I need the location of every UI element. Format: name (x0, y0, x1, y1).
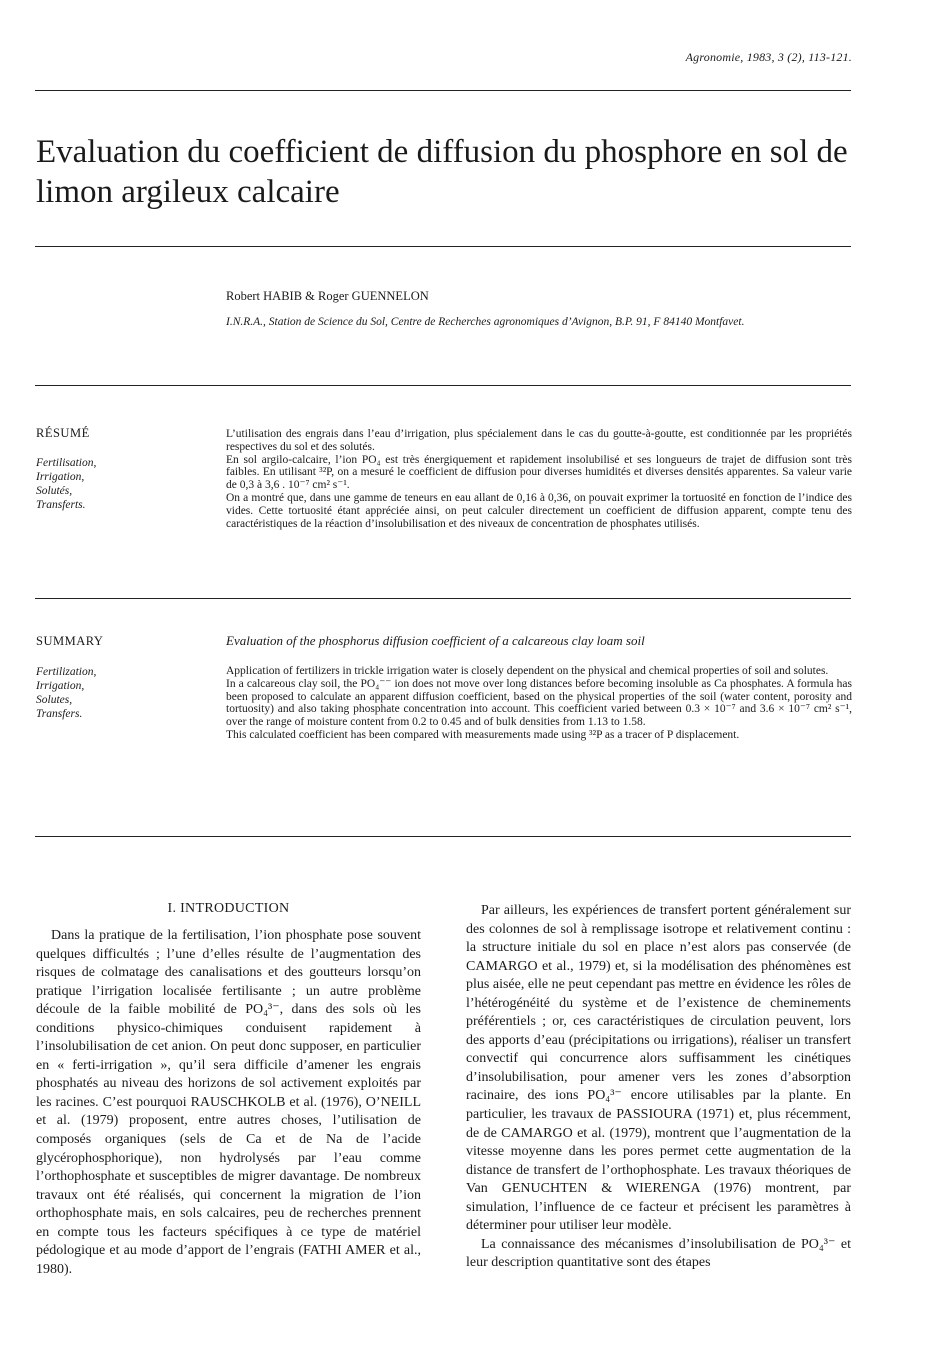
keyword: Fertilisation, (36, 457, 97, 469)
summary-paragraph: This calculated coefficient has been compared with measurements made using ³²P as a tracer of P displacement. (226, 728, 740, 741)
summary-keywords (36, 665, 186, 721)
keyword: Irrigation, (36, 471, 85, 483)
summary-paragraph: In a calcareous clay soil, the PO₄⁻⁻ ion does not move over long distances before becoming insoluble as Ca phosphates. A formula has been proposed to calculate an apparent diffusion coefficient, based on the physical properties of the soil (water content, porosity and tortuosity) and also taking phosphate concentration into account. This coefficient varied between 0.3 × 10⁻⁷ and 3.6 × 10⁻⁷ cm² s⁻¹, over the range of moisture content from 0.2 to 0.45 and of bulk densities from 1.13 to 1.58. (226, 677, 852, 729)
summary-title: Evaluation of the phosphorus diffusion coefficient of a calcareous clay loam soil (226, 633, 645, 648)
article-title: Evaluation du coefficient de diffusion du phosphore en sol de limon argileux calcaire (36, 134, 848, 210)
keyword: Transferts. (36, 499, 86, 511)
summary-heading: SUMMARY (36, 634, 104, 648)
body-paragraph: Par ailleurs, les expériences de transfert portent généralement sur des colonnes de sol à remplissage isotrope et relativement continu : la structure initiale du sol en place n’est alors pas conservée (de CAMARGO et al., 1979) et, si la modélisation des phénomènes est plus aisée, elle ne peut cependant pas mettre en évidence les rôles de l’hétérogénéité du système et de l’existence de cheminements préférentiels ; or, ces caractéristiques de circulation peuvent, lors des apports d’eau (précipitations ou irrigations), réaliser un transfert convectif qui concurrence alors suffisamment les cinétiques d’insolubilisation, pour amener vers les zones d’absorption racinaire, des ions PO₄³⁻ encore utilisables par la plante. En particulier, les travaux de PASSIOURA (1971) et, plus récemment, de de CAMARGO et al. (1979), montrent que l’augmentation de la vitesse moyenne dans les pores permet cette augmentation de la distance de transfert de l’orthophosphate. Les travaux théoriques de Van GENUCHTEN & WIERENGA (1976) montrent, par simulation, l’influence de ce facteur et précisent les paramètres à déterminer pour utiliser leur modèle. (466, 903, 851, 1234)
body-column-left (36, 900, 421, 1279)
affiliation-rule (35, 385, 851, 386)
affiliation: I.N.R.A., Station de Science du Sol, Centre de Recherches agronomiques d’Avignon, B.P. 91, F 84140 Montfavet. (226, 316, 745, 328)
title-rule (35, 246, 851, 247)
resume-body (226, 428, 852, 530)
header-rule (35, 90, 851, 91)
resume-rule (35, 598, 851, 599)
summary-body (226, 665, 852, 742)
resume-heading: RÉSUMÉ (36, 426, 90, 440)
body-column-right (466, 902, 851, 1273)
resume-paragraph: L’utilisation des engrais dans l’eau d’irrigation, plus spécialement dans le cas du goutte-à-goutte, est conditionnée par les propriétés respectives du sol et des solutés. (226, 428, 852, 453)
resume-paragraph: En sol argilo-calcaire, l’ion PO₄ est très énergiquement et rapidement insolubilisé et ses longueurs de trajet de diffusion sont très faibles. En utilisant ³²P, on a mesuré le coefficient de diffusion pour diverses humidités et diverses densités apparentes. Sa valeur varie de 0,3 à 3,6 . 10⁻⁷ cm² s⁻¹. (226, 453, 852, 492)
summary-paragraph: Application of fertilizers in trickle irrigation water is closely dependent on the physical and chemical properties of soil and solutes. (226, 665, 829, 677)
resume-paragraph: On a montré que, dans une gamme de teneurs en eau allant de 0,16 à 0,36, on pouvait exprimer la tortuosité en fonction de l’indice des vides. Cette tortuosité étant appréciée ainsi, on peut calculer directement un coefficient de diffusion apparent, compte tenu des caractéristiques de la réaction d’insolubilisation et des niveaux de concentration de phosphates utilisés. (226, 491, 852, 530)
keyword: Solutes, (36, 694, 73, 706)
keyword: Fertilization, (36, 666, 97, 678)
journal-reference: Agronomie, 1983, 3 (2), 113-121. (685, 50, 852, 64)
keyword: Solutés, (36, 485, 73, 497)
keyword: Irrigation, (36, 680, 85, 692)
section-heading-introduction: I. INTRODUCTION (167, 901, 290, 916)
authors: Robert HABIB & Roger GUENNELON (226, 289, 429, 303)
resume-keywords (36, 456, 186, 512)
keyword: Transfers. (36, 708, 83, 720)
body-paragraph: La connaissance des mécanismes d’insolubilisation de PO₄³⁻ et leur description quantitative sont des étapes (466, 1236, 851, 1271)
summary-rule (35, 836, 851, 837)
body-paragraph: Dans la pratique de la fertilisation, l’ion phosphate pose souvent quelques difficultés ; l’une d’elles résulte de l’augmentation des risques de colmatage des canalisations et des goutteurs lorsqu’on pratique l’irrigation localisée fertilisante ; un autre problème découle de la faible mobilité de PO₄³⁻, dans des sols où les conditions physico-chimiques conduisent rapidement à l’insolubilisation de cet anion. On peut donc supposer, en particulier en « ferti-irrigation », qu’il sera difficile d’amener les engrais phosphatés au niveau des horizons de sol activement exploités par les racines. C’est pourquoi RAUSCHKOLB et al. (1976), O’NEILL et al. (1979) proposent, entre autres choses, l’utilisation de composés organiques (sels de Ca et de Na de l’acide glycérophosphorique), non hydrolysés par l’eau comme l’orthophosphate et susceptibles de migrer davantage. De nombreux travaux ont été réalisés, qui concernent la migration de l’ion orthophosphate mais, en sols calcaires, peu de recherches prennent en compte tous les facteurs spécifiques à ce type de matériel pédologique et au mode d’apport de l’engrais (FATHI AMER et al., 1980). (36, 928, 421, 1277)
